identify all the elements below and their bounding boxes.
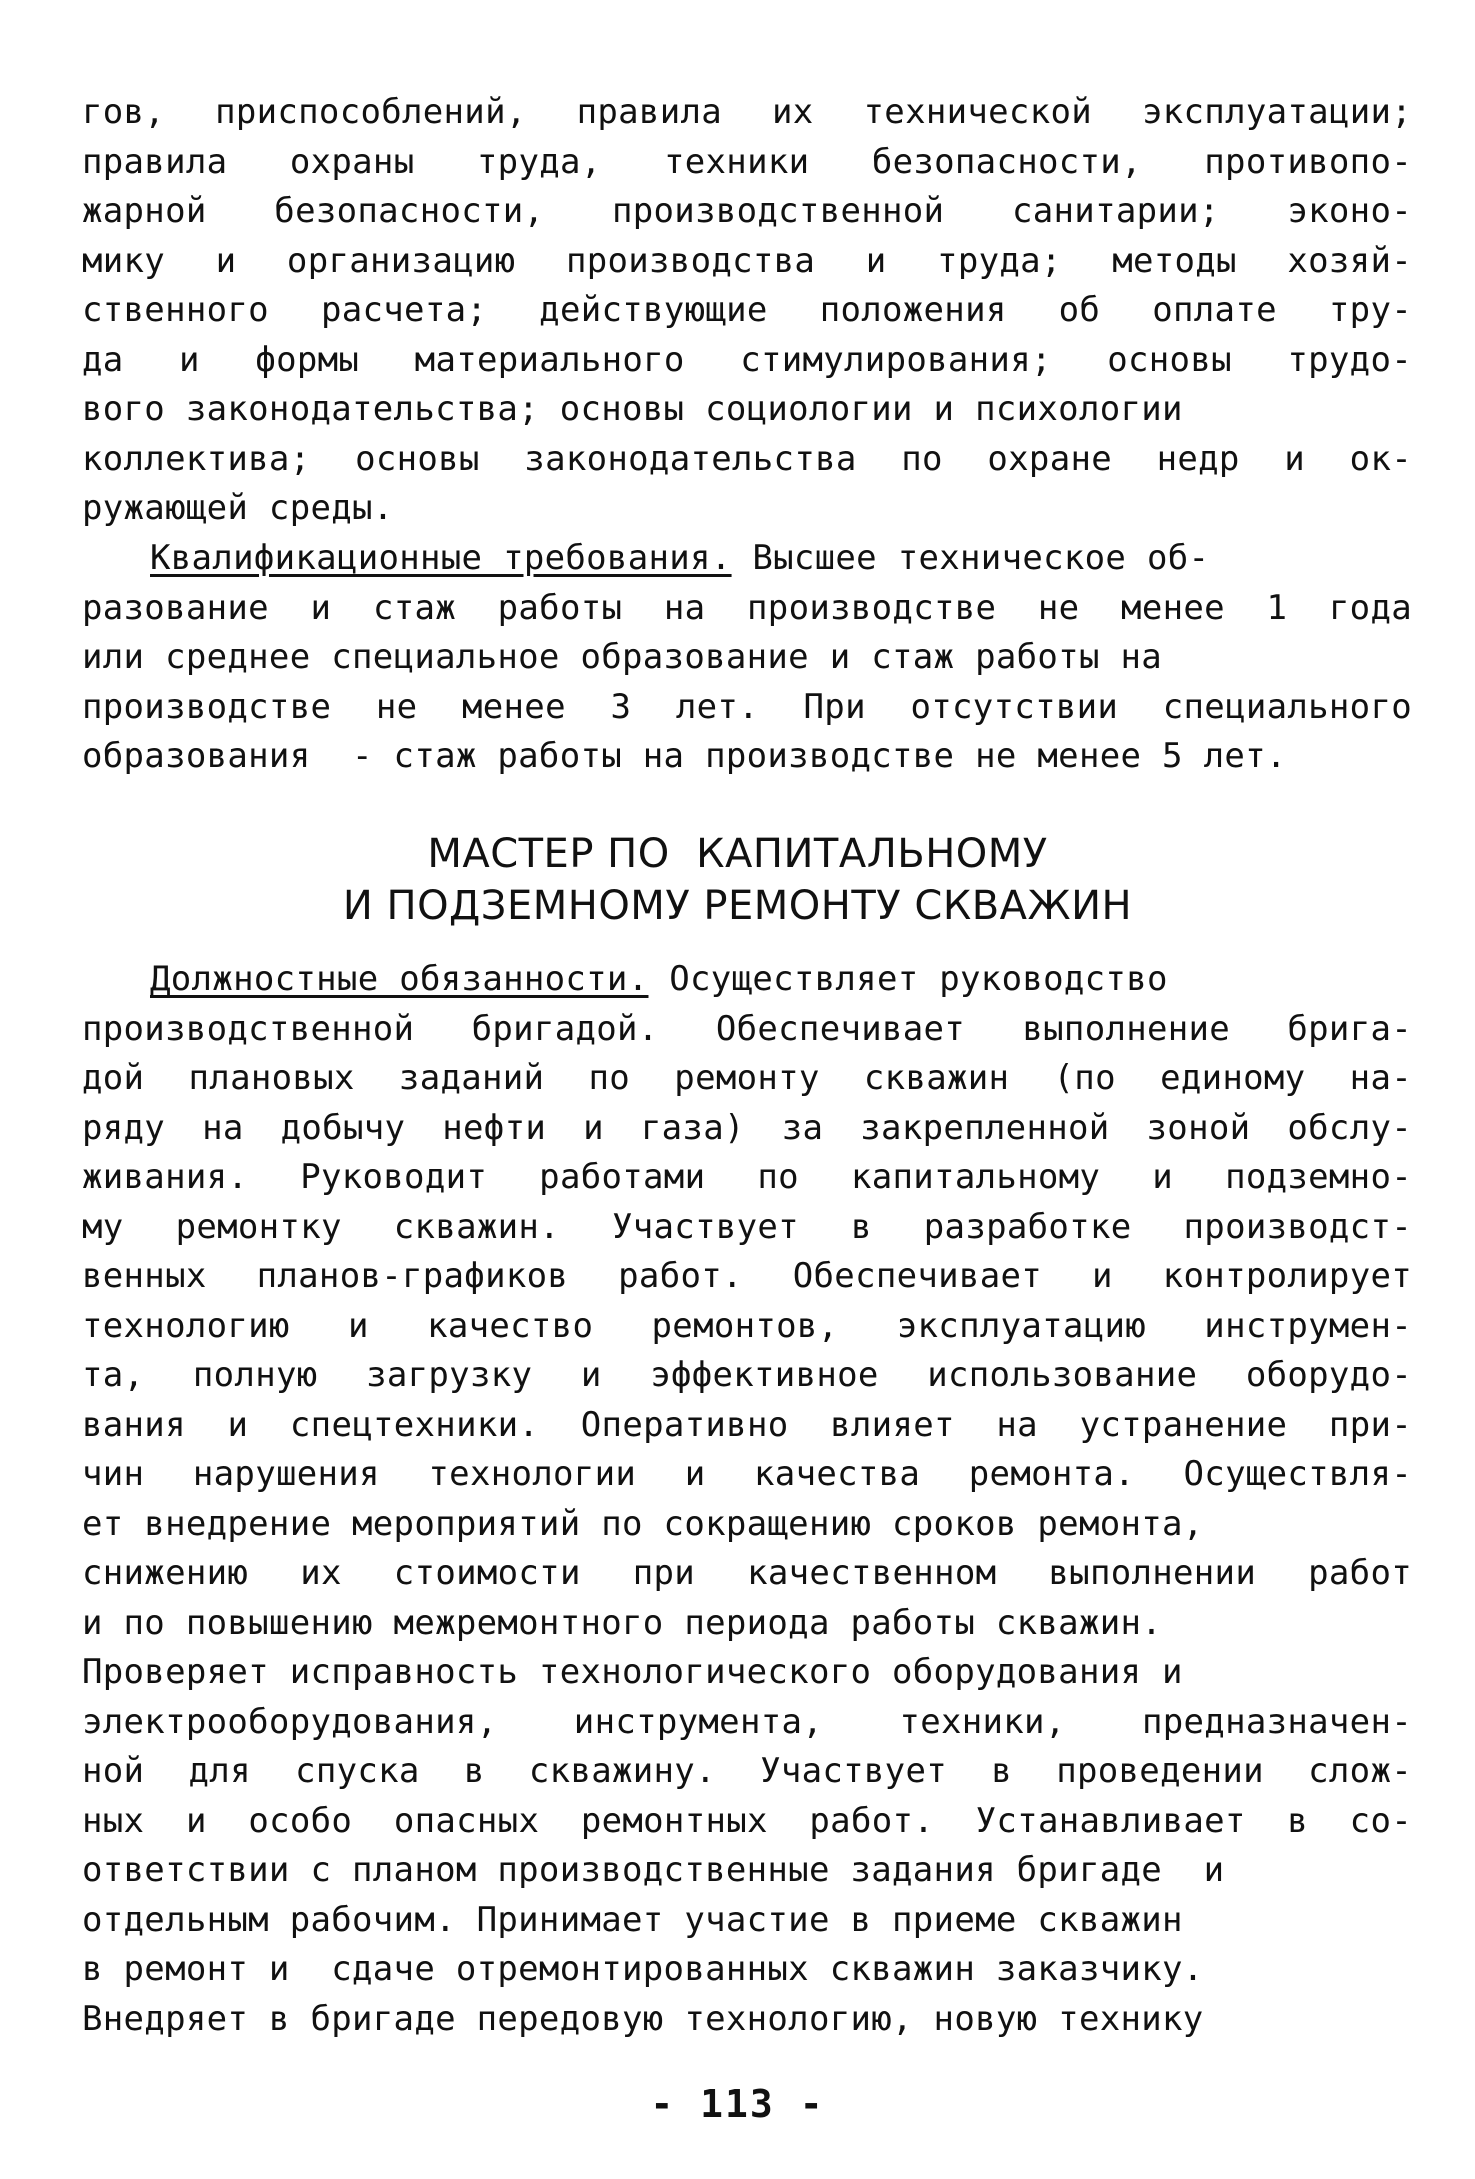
text-line: производственной бригадой. Обеспечивает выполнение брига- bbox=[82, 1008, 1412, 1049]
text-line: или среднее специальное образование и стаж работы на bbox=[82, 637, 1163, 677]
page-number: - 113 - bbox=[650, 2082, 825, 2126]
text-line: вого законодательства; основы социологии и психологии bbox=[82, 389, 1183, 429]
text-line: му ремонтку скважин. Участвует в разработке производст- bbox=[82, 1206, 1412, 1247]
text-line: технологию и качество ремонтов, эксплуатацию инструмен- bbox=[82, 1305, 1412, 1346]
text-line: венных планов-графиков работ. Обеспечивает и контролирует bbox=[82, 1256, 1412, 1296]
text-line: ной для спуска в скважину. Участвует в проведении слож- bbox=[82, 1751, 1412, 1791]
text-line bbox=[82, 955, 1412, 1005]
duties-label: Должностные обязанности. bbox=[150, 959, 649, 999]
text-line: мику и организацию производства и труда; методы хозяй- bbox=[82, 240, 1412, 281]
text-line: ружающей среды. bbox=[82, 488, 394, 528]
text-line: чин нарушения технологии и качества ремонта. Осуществля- bbox=[82, 1454, 1412, 1494]
text-line: снижению их стоимости при качественном выполнении работ bbox=[82, 1553, 1412, 1593]
text-line: гов, приспособлений, правила их технической эксплуатации; bbox=[82, 92, 1412, 132]
text-line: правила охраны труда, техники безопасности, противопо- bbox=[82, 141, 1412, 182]
section-heading-line-1: МАСТЕР ПО КАПИТАЛЬНОМУ bbox=[427, 831, 1048, 877]
duties-paragraph bbox=[82, 955, 1412, 2044]
text-line: и по повышению межремонтного периода работы скважин. bbox=[82, 1602, 1163, 1643]
text-line: та, полную загрузку и эффективное использование оборудо- bbox=[82, 1355, 1412, 1395]
text-line: электрооборудования, инструмента, техники, предназначен- bbox=[82, 1701, 1412, 1742]
duties-first-line: Осуществляет руководство bbox=[648, 959, 1168, 999]
text-line: ных и особо опасных ремонтных работ. Устанавливает в со- bbox=[82, 1800, 1412, 1841]
intro-paragraph bbox=[82, 88, 1412, 534]
text-line: ственного расчета; действующие положения об оплате тру- bbox=[82, 290, 1412, 330]
text-line bbox=[82, 534, 1412, 584]
text-line: коллектива; основы законодательства по охране недр и ок- bbox=[82, 438, 1412, 479]
text-line: в ремонт и сдаче отремонтированных скважин заказчику. bbox=[82, 1949, 1204, 1989]
section-heading-line-2: И ПОДЗЕМНОМУ РЕМОНТУ СКВАЖИН bbox=[342, 883, 1133, 929]
text-line: живания. Руководит работами по капитальному и подземно- bbox=[82, 1157, 1412, 1197]
text-line: разование и стаж работы на производстве не менее 1 года bbox=[82, 587, 1412, 628]
text-line: жарной безопасности, производственной санитарии; эконо- bbox=[82, 191, 1412, 231]
text-line: Внедряет в бригаде передовую технологию, новую технику bbox=[82, 1998, 1204, 2039]
text-line: да и формы материального стимулирования; основы трудо- bbox=[82, 339, 1412, 380]
qualification-paragraph bbox=[82, 534, 1412, 782]
text-line: Проверяет исправность технологического оборудования и bbox=[82, 1652, 1183, 1692]
text-line: ет внедрение мероприятий по сокращению сроков ремонта, bbox=[82, 1503, 1204, 1544]
text-line: вания и спецтехники. Оперативно влияет на устранение при- bbox=[82, 1404, 1412, 1445]
text-line: производстве не менее 3 лет. При отсутствии специального bbox=[82, 686, 1412, 727]
qualification-first-line: Высшее техническое об- bbox=[731, 538, 1210, 578]
text-line: ответствии с планом производственные задания бригаде и bbox=[82, 1850, 1225, 1890]
text-line: дой плановых заданий по ремонту скважин (по единому на- bbox=[82, 1058, 1412, 1098]
text-line: отдельным рабочим. Принимает участие в приеме скважин bbox=[82, 1899, 1183, 1940]
qualification-label: Квалификационные требования. bbox=[150, 538, 732, 578]
section-heading bbox=[0, 828, 1475, 932]
text-line: ряду на добычу нефти и газа) за закрепленной зоной обслу- bbox=[82, 1107, 1412, 1148]
text-line: образования - стаж работы на производстве не менее 5 лет. bbox=[82, 736, 1287, 776]
